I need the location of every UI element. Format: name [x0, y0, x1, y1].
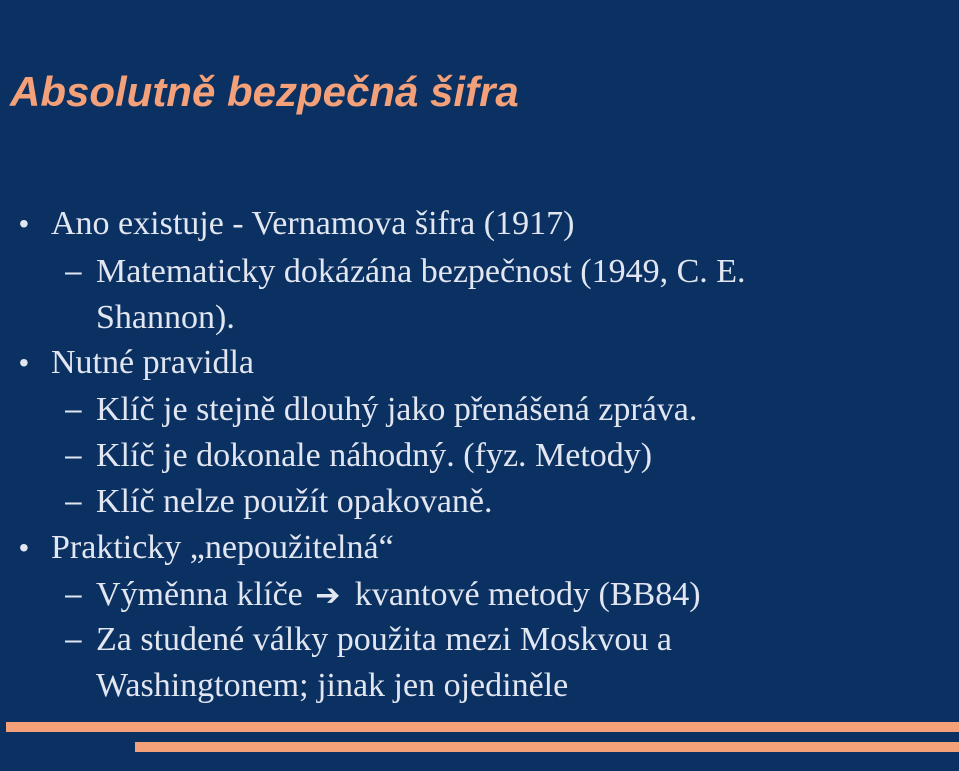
sub-bullet-text: Klíč nelze použít opakovaně.	[96, 483, 493, 520]
slide-title: Absolutně bezpečná šifra	[10, 68, 519, 115]
arrow-suffix-text: kvantové metody (BB84)	[354, 576, 701, 613]
arrow-prefix-text: Výměnna klíče	[96, 576, 303, 613]
decorative-bar-bottom	[135, 742, 959, 752]
right-arrow-icon: ➔	[315, 578, 341, 613]
dash-marker: –	[65, 439, 82, 472]
bullet-marker: •	[19, 347, 29, 378]
dash-marker: –	[65, 393, 82, 426]
dash-marker: –	[65, 578, 82, 611]
bullet-text: Ano existuje - Vernamova šifra (1917)	[51, 205, 575, 242]
dash-marker: –	[65, 255, 82, 288]
bullet-marker: •	[19, 208, 29, 239]
sub-bullet-text: Matematicky dokázána bezpečnost (1949, C. E.	[96, 253, 746, 290]
sub-bullet-text: Klíč je dokonale náhodný. (fyz. Metody)	[96, 437, 653, 474]
dash-marker: –	[65, 623, 82, 656]
dash-marker: –	[65, 485, 82, 518]
sub-bullet-text-with-arrow	[96, 575, 701, 616]
bullet-text: Prakticky „nepoužitelná“	[51, 529, 394, 566]
bullet-text: Nutné pravidla	[51, 344, 254, 381]
sub-bullet-text: Za studené války použita mezi Moskvou a	[96, 621, 672, 658]
sub-bullet-text-continued: Washingtonem; jinak jen ojediněle	[96, 667, 569, 704]
bullet-marker: •	[19, 532, 29, 563]
sub-bullet-text-continued: Shannon).	[96, 299, 235, 336]
sub-bullet-text: Klíč je stejně dlouhý jako přenášená zpráva.	[96, 391, 698, 428]
decorative-bar-top	[6, 722, 959, 732]
